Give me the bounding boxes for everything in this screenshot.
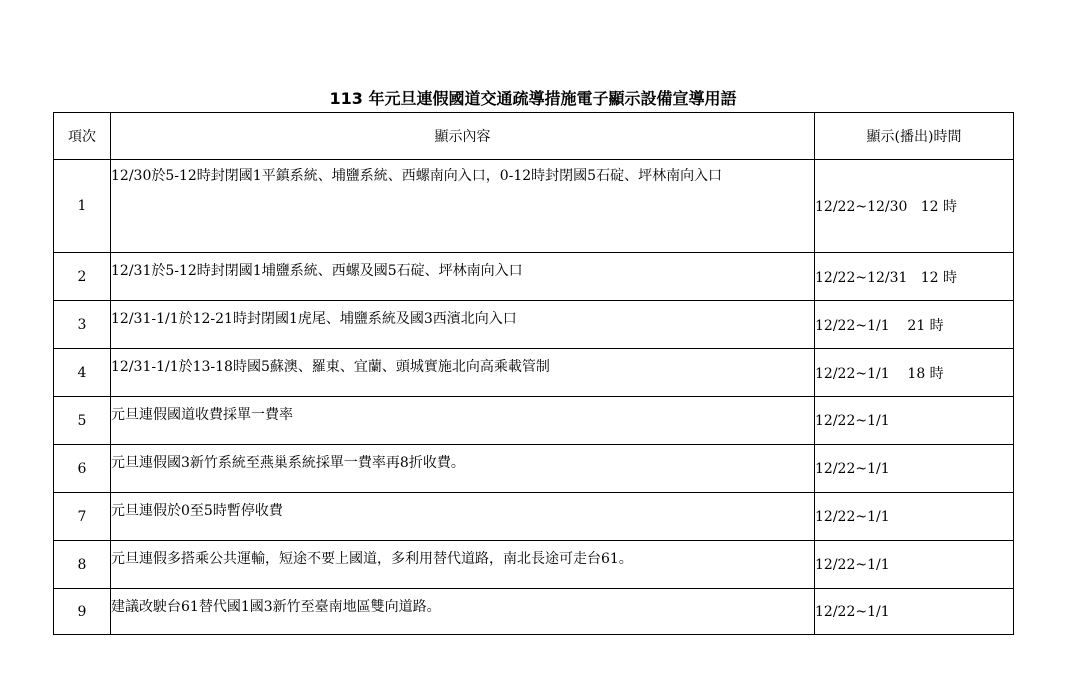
row-time: 12/22~1/1 <box>815 541 1014 589</box>
row-number: 3 <box>54 301 111 349</box>
table-row <box>54 397 1014 445</box>
row-time: 12/22~12/31 12 時 <box>815 253 1014 301</box>
table-row <box>54 589 1014 635</box>
row-time: 12/22~1/1 18 時 <box>815 349 1014 397</box>
header-display-content: 顯示內容 <box>111 113 815 160</box>
row-content: 元旦連假於0至5時暫停收費 <box>111 493 815 541</box>
table-row <box>54 301 1014 349</box>
row-number: 5 <box>54 397 111 445</box>
row-content: 12/30於5-12時封閉國1平鎮系統、埔鹽系統、西螺南向入口，0-12時封閉國5石碇、坪林南向入口 <box>111 160 815 253</box>
table-row <box>54 541 1014 589</box>
table-header-row <box>54 113 1014 160</box>
row-number: 8 <box>54 541 111 589</box>
row-time: 12/22~1/1 <box>815 445 1014 493</box>
row-content: 12/31-1/1於12-21時封閉國1虎尾、埔鹽系統及國3西濱北向入口 <box>111 301 815 349</box>
row-number: 7 <box>54 493 111 541</box>
table-row <box>54 445 1014 493</box>
row-time: 12/22~1/1 <box>815 397 1014 445</box>
row-number: 6 <box>54 445 111 493</box>
row-time: 12/22~1/1 <box>815 493 1014 541</box>
row-number: 9 <box>54 589 111 635</box>
header-display-time: 顯示(播出)時間 <box>815 113 1014 160</box>
row-time: 12/22~1/1 21 時 <box>815 301 1014 349</box>
promotion-phrases-table <box>53 112 1014 635</box>
table-row <box>54 493 1014 541</box>
row-number: 2 <box>54 253 111 301</box>
row-number: 1 <box>54 160 111 253</box>
row-content: 元旦連假國3新竹系統至燕巢系統採單一費率再8折收費。 <box>111 445 815 493</box>
document-title: 113 年元旦連假國道交通疏導措施電子顯示設備宣導用語 <box>329 89 737 108</box>
row-time: 12/22~12/30 12 時 <box>815 160 1014 253</box>
row-time: 12/22~1/1 <box>815 589 1014 635</box>
row-content: 建議改駛台61替代國1國3新竹至臺南地區雙向道路。 <box>111 589 815 635</box>
row-content: 12/31於5-12時封閉國1埔鹽系統、西螺及國5石碇、坪林南向入口 <box>111 253 815 301</box>
table-row <box>54 349 1014 397</box>
row-content: 元旦連假國道收費採單一費率 <box>111 397 815 445</box>
row-content: 元旦連假多搭乘公共運輸，短途不要上國道，多利用替代道路，南北長途可走台61。 <box>111 541 815 589</box>
row-number: 4 <box>54 349 111 397</box>
table-row <box>54 160 1014 253</box>
header-item-number: 項次 <box>54 113 111 160</box>
row-content: 12/31-1/1於13-18時國5蘇澳、羅東、宜蘭、頭城實施北向高乘載管制 <box>111 349 815 397</box>
table-row <box>54 253 1014 301</box>
